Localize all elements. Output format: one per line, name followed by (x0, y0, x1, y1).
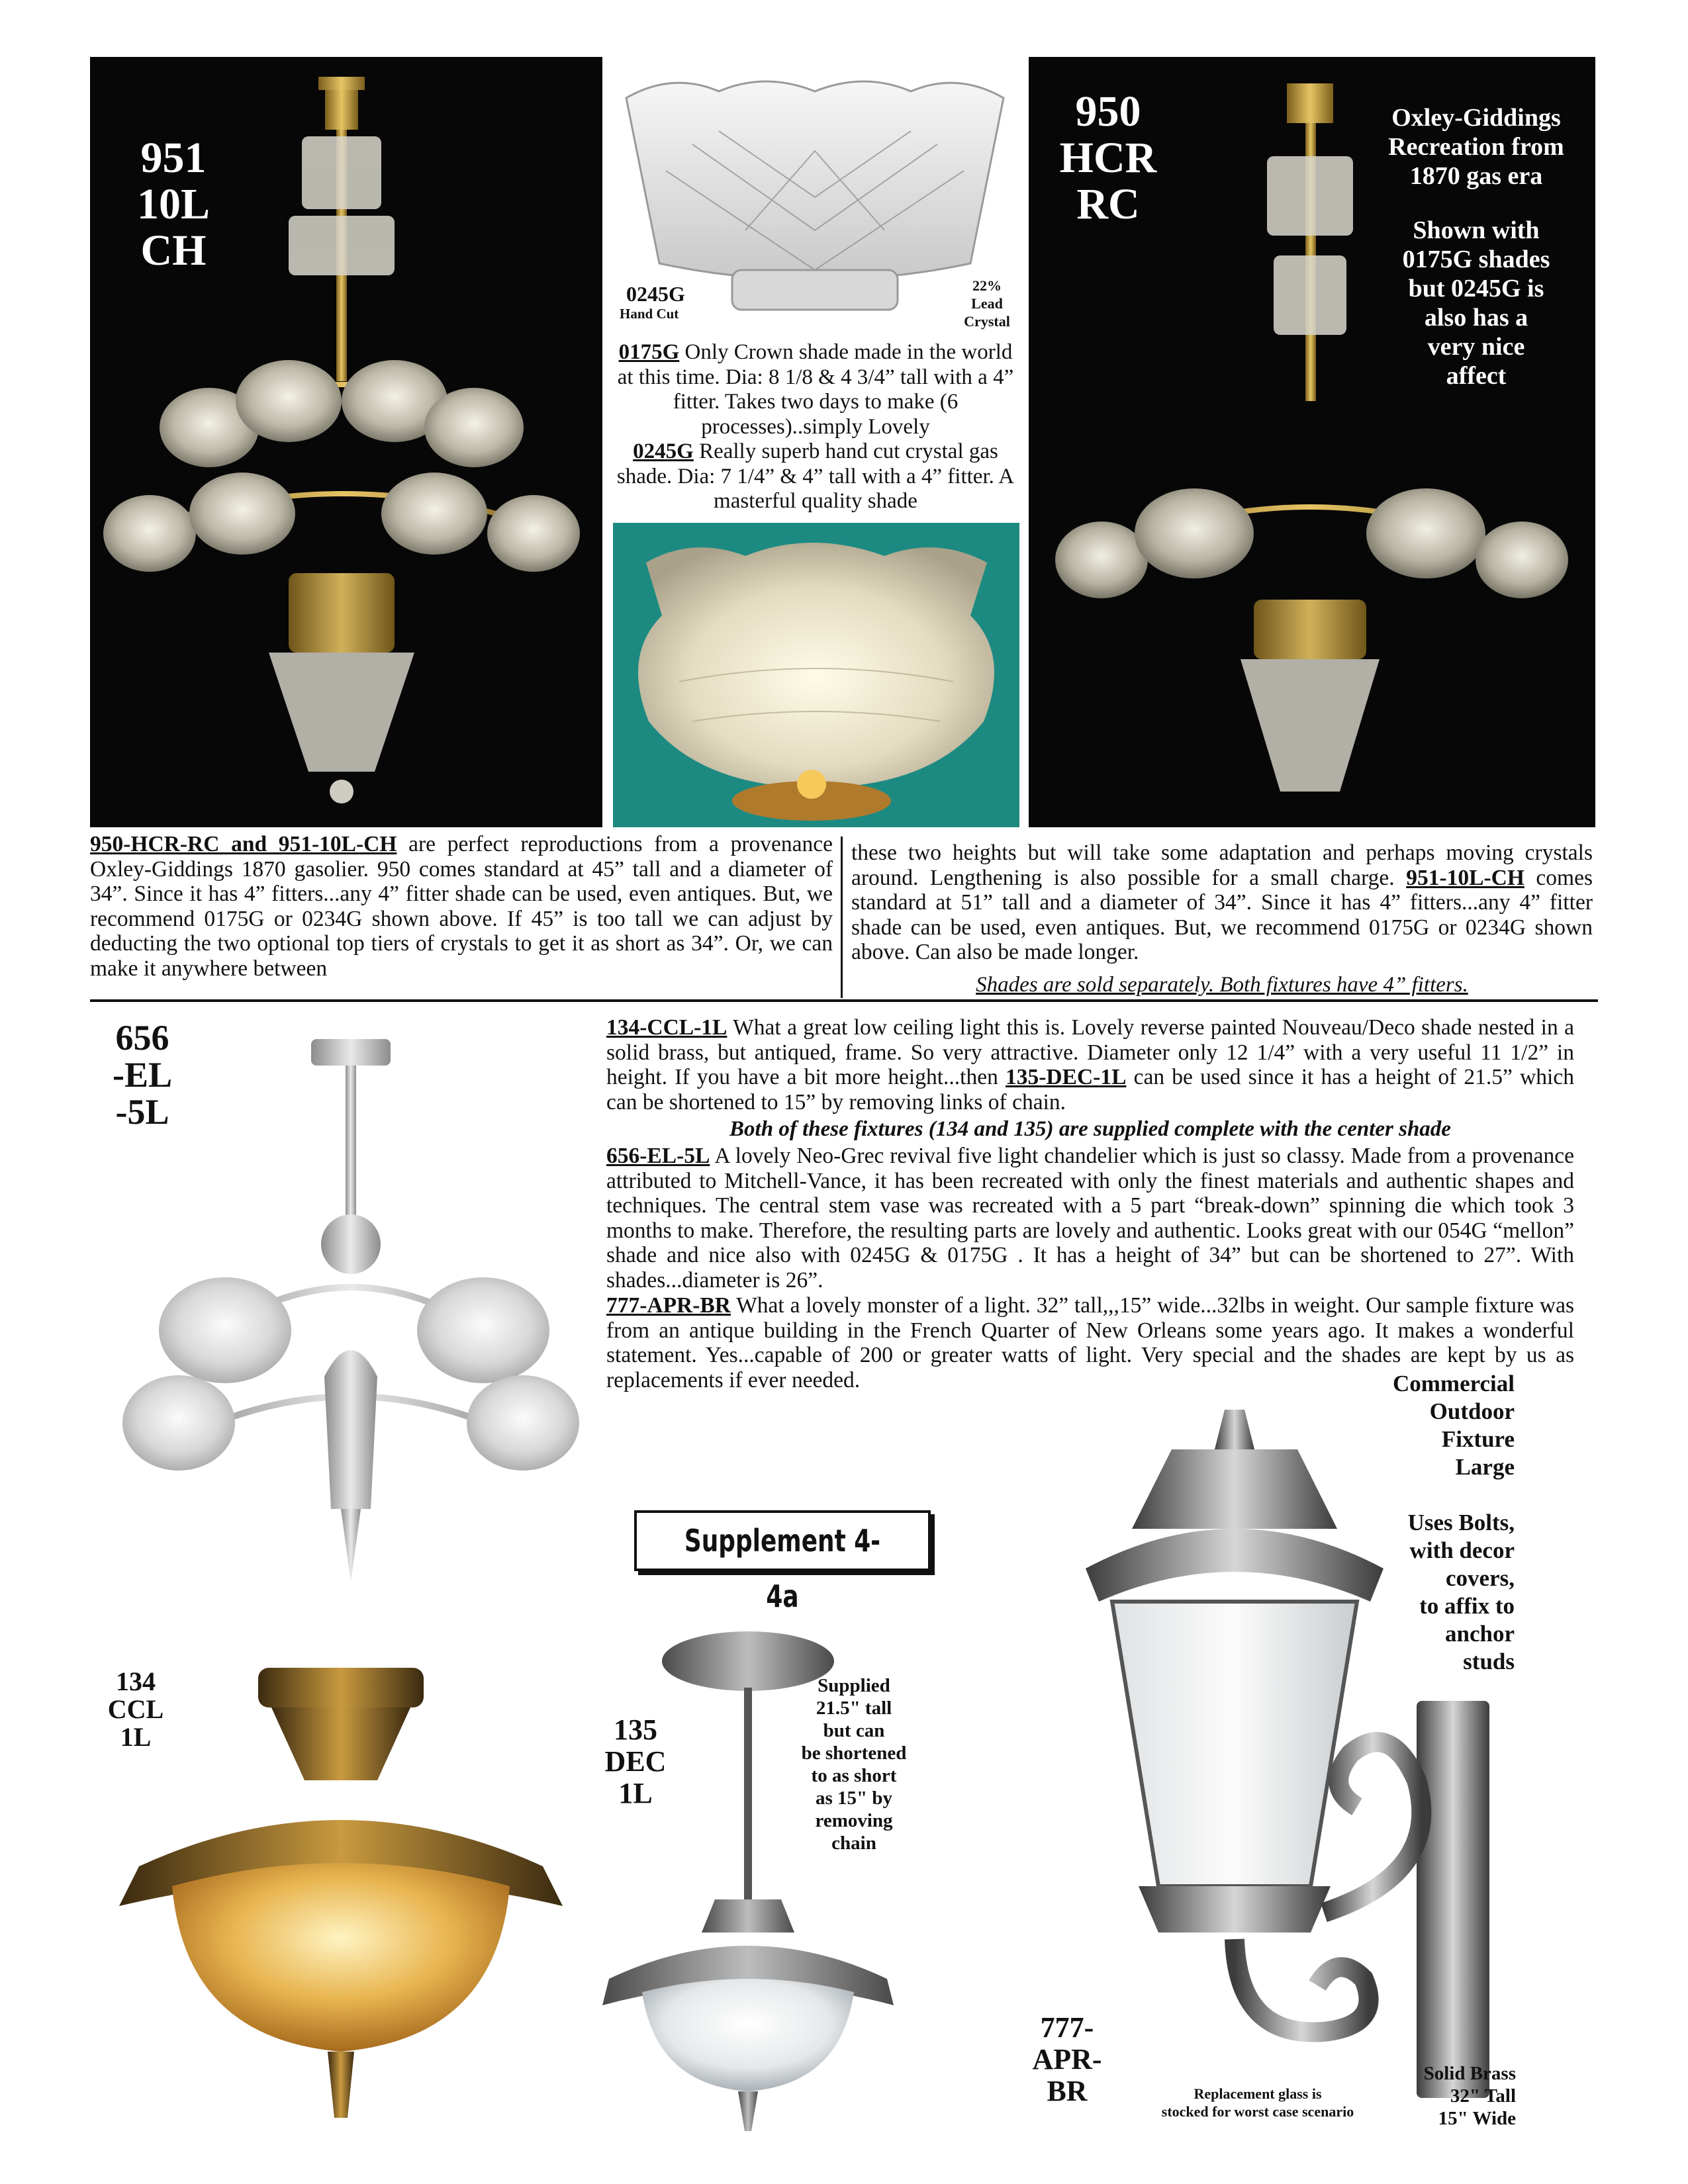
code-135-dec-1l: 135-DEC-1L (1006, 1065, 1127, 1089)
label-656-el-5l: 656 -EL -5L (112, 1018, 173, 1132)
photo-134-ccl-1l (99, 1668, 583, 2144)
text-right-a: these two heights but will take some adaptation and perhaps moving crystals around. Lengthening is also possible for a small charge. (851, 841, 1593, 890)
text-950-951-left: are perfect reproductions from a provenance Oxley-Giddings 1870 gasolier. 950 comes standard at 45” tall and a diameter of 34”. Since it has 4” fitters...any 4” fitter shade can be used, even antiques. But, we recommend 0175G or 0234G shown above. If 45” is too tall we can adjust by deducting the two optional top tiers of crystals to get it as short as 34”. Or, we can make it anywhere between (90, 832, 833, 981)
text-0245g: Really superb hand cut crystal gas shade. Dia: 7 1/4” & 4” tall with a 4” fitter. A masterful quality shade (616, 439, 1015, 513)
photo-950-chandelier (1029, 57, 1595, 827)
code-777-apr-br: 777-APR-BR (606, 1293, 731, 1318)
photo-777-apr-br (1072, 1410, 1496, 2124)
description-950-951-left (90, 832, 833, 981)
product-code-950-hcr-rc: 950 HCR RC (1059, 87, 1157, 228)
shade-descriptions (613, 340, 1018, 514)
description-950-951-right (851, 841, 1593, 965)
text-0175g: Only Crown shade made in the world at this time. Dia: 8 1/8 & 4 3/4” tall with a 4” fitter. Takes two days to make (6 processes)..simply Lovely (617, 340, 1014, 439)
supplement-badge (634, 1510, 931, 1614)
shades-sold-separately-note: Shades are sold separately. Both fixtures have 4” fitters. (976, 973, 1468, 997)
supplement-text: Supplement 4-4a (684, 1523, 881, 1614)
bowl-code-label: 0245G (626, 282, 685, 306)
code-951-10l-ch: 951-10L-CH (1406, 865, 1524, 890)
label-777-apr-br: 777- APR- BR (1032, 2011, 1102, 2107)
chandelier-656-illustration (113, 1032, 589, 1595)
oxley-giddings-note: Oxley-Giddings Recreation from 1870 gas era (1388, 104, 1564, 190)
photo-0175g-shade (613, 523, 1019, 827)
solid-brass-note: Solid Brass 32" Tall 15" Wide (1423, 2063, 1516, 2129)
code-0245g: 0245G (633, 439, 694, 463)
photo-951-chandelier (90, 57, 602, 827)
code-950-951: 950-HCR-RC and 951-10L-CH (90, 832, 397, 856)
text-134-b: can be used since it has a height of 21.5” which can be shortened to 15” by removing links of chain. (606, 1065, 1574, 1115)
note-135-supplied: Supplied 21.5" tall but can be shortened to as short as 15" by removing chain (801, 1675, 907, 1854)
etched-shade-illustration (613, 523, 1019, 827)
ceiling-light-134-illustration (99, 1668, 583, 2144)
text-656: A lovely Neo-Grec revival five light chandelier which is just so classy. Made from a provenance attributed to Mitchell-Vance, it has been recreated with only the finest materials and authentic shapes and techniques. The central stem vase was recreated with a 5 part “break-down” spinning die which took 3 months to make. Therefore, the resulting parts are lovely and authentic. Looks great with our 054G “mellon” shade and nice also with 0245G & 0175G . It has a height of 34” but can be shortened to 27”. With shades...diameter is 26”. (606, 1144, 1574, 1293)
lead-crystal-label: 22% Lead Crystal (964, 277, 1010, 330)
text-134-a: What a great low ceiling light this is. Lovely reverse painted Nouveau/Deco shade nested in a solid brass, but antiqued, frame. So very attractive. Diameter only 12 1/4” with a very useful 11 1/2” in height. If you have a bit more height...then (606, 1015, 1574, 1089)
code-656-el-5l: 656-EL-5L (606, 1144, 710, 1168)
section-divider (90, 999, 1598, 1002)
wall-lantern-777-illustration (1072, 1410, 1496, 2124)
text-777: What a lovely monster of a light. 32” tall,,,15” wide...32lbs in weight. Our sample fixture was from an antique building in the French Quarter of New Orleans some years ago. It makes a wonderful statement. Yes...capable of 200 or greater watts of light. Very special and the shades are kept by us as replacements if ever needed. (606, 1293, 1574, 1392)
label-135-dec-1l: 135 DEC 1L (604, 1713, 667, 1809)
uses-bolts-label: Uses Bolts, with decor covers, to affix to anchor studs (1407, 1510, 1515, 1674)
pendant-135-illustration (583, 1621, 914, 2144)
supplied-complete-note: Both of these fixtures (134 and 135) are supplied complete with the center shade (729, 1117, 1451, 1141)
commercial-outdoor-label: Commercial Outdoor Fixture Large (1392, 1371, 1515, 1480)
product-code-951-10l-ch: 951 10L CH (136, 134, 211, 275)
code-134-ccl-1l: 134-CCL-1L (606, 1015, 727, 1040)
photo-135-dec-1l (583, 1621, 914, 2144)
label-134-ccl-1l: 134 CCL 1L (107, 1666, 164, 1752)
photo-0245g-shade (613, 71, 1017, 330)
photo-656-el-5l (113, 1032, 589, 1595)
description-134-135 (606, 1015, 1574, 1115)
replacement-glass-note: Replacement glass is stocked for worst case scenario (1161, 2085, 1354, 2120)
column-divider (841, 837, 843, 998)
bowl-code-sublabel: Hand Cut (620, 306, 679, 322)
text-right-b: comes standard at 51” tall and a diameter of 34”. Since it has 4” fitters...any 4” fitter shade can be used, even antiques. But, we recommend 0175G or 0234G shown above. Can also be made longer. (851, 865, 1593, 964)
description-656 (606, 1144, 1574, 1293)
shown-with-shades-note: Shown with 0175G shades but 0245G is also has a very nice affect (1402, 216, 1550, 390)
code-0175g: 0175G (618, 340, 680, 364)
